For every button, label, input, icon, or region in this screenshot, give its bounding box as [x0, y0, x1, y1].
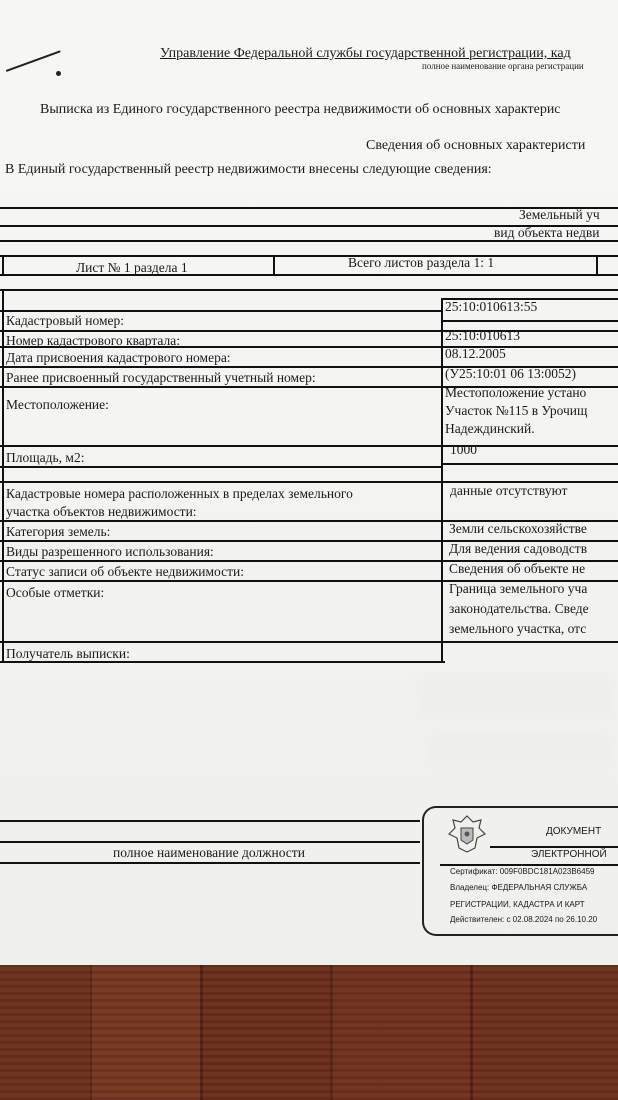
stamp-line1: ДОКУМЕНТ: [546, 826, 602, 837]
row-value-special-notes-line1: Граница земельного уча: [449, 581, 588, 596]
stamp-line2: ЭЛЕКТРОННОЙ: [531, 849, 607, 860]
authority-caption: полное наименование органа регистрации: [422, 61, 584, 71]
row-value-cadastral-number: 25:10:010613:55: [445, 299, 538, 314]
row-label-recipient: Получатель выписки:: [6, 646, 130, 661]
stamp-owner2: РЕГИСТРАЦИИ, КАДАСТРА И КАРТ: [450, 900, 585, 909]
row-label-location: Местоположение:: [6, 397, 109, 412]
stamp-certificate: Сертификат: 009F0BDC181A023B6459: [450, 867, 595, 876]
row-label-objects-within-line2: участка объектов недвижимости:: [6, 504, 197, 519]
sheet-number: Лист № 1 раздела 1: [76, 260, 188, 275]
coat-of-arms-icon: [447, 812, 487, 856]
row-value-objects-within: данные отсутствуют: [450, 483, 568, 498]
row-value-previous-number: (У25:10:01 06 13:0052): [445, 366, 577, 381]
row-value-area: 1000: [450, 442, 477, 457]
sheet-total: Всего листов раздела 1: 1: [348, 255, 495, 270]
row-label-area: Площадь, м2:: [6, 450, 85, 465]
intro-text: В Единый государственный реестр недвижимости внесены следующие сведения:: [5, 162, 492, 177]
row-value-location-line1: Местоположение устано: [445, 385, 587, 400]
document-title: Выписка из Единого государственного реестра недвижимости об основных характерис: [40, 102, 561, 117]
row-label-assignment-date: Дата присвоения кадастрового номера:: [6, 350, 231, 365]
object-type: Земельный уч: [519, 207, 600, 222]
row-value-location-line2: Участок №115 в Урочищ: [445, 403, 588, 418]
row-label-previous-number: Ранее присвоенный государственный учетный номер:: [6, 370, 316, 385]
row-label-quarter-number: Номер кадастрового квартала:: [6, 333, 180, 348]
row-label-land-category: Категория земель:: [6, 524, 111, 539]
row-label-record-status: Статус записи об объекте недвижимости:: [6, 564, 245, 579]
wooden-floor-background: [0, 965, 618, 1100]
row-value-special-notes-line3: земельного участка, отс: [449, 621, 587, 636]
pen-mark: [6, 50, 61, 72]
row-value-location-line3: Надеждинский.: [445, 421, 535, 436]
stamp-valid: Действителен: с 02.08.2024 по 26.10.20: [450, 915, 598, 924]
row-label-cadastral-number: Кадастровый номер:: [6, 313, 125, 328]
row-value-quarter-number: 25:10:010613: [445, 328, 521, 343]
row-value-permitted-use: Для ведения садоводств: [449, 541, 588, 556]
row-value-special-notes-line2: законодательства. Сведе: [449, 601, 589, 616]
position-caption: полное наименование должности: [113, 845, 305, 860]
row-label-permitted-use: Виды разрешенного использования:: [6, 544, 214, 559]
authority-name: Управление Федеральной службы государственной регистрации, кад: [160, 46, 571, 61]
row-value-land-category: Земли сельскохозяйстве: [449, 521, 587, 536]
document-subtitle: Сведения об основных характеристи: [366, 138, 586, 153]
object-type-caption: вид объекта недви: [494, 225, 600, 240]
row-label-objects-within-line1: Кадастровые номера расположенных в пределах земельного: [6, 486, 353, 501]
row-value-record-status: Сведения об объекте не: [449, 561, 586, 576]
stamp-owner: Владелец: ФЕДЕРАЛЬНАЯ СЛУЖБА: [450, 883, 588, 892]
row-label-special-notes: Особые отметки:: [6, 585, 105, 600]
row-value-assignment-date: 08.12.2005: [445, 346, 506, 361]
